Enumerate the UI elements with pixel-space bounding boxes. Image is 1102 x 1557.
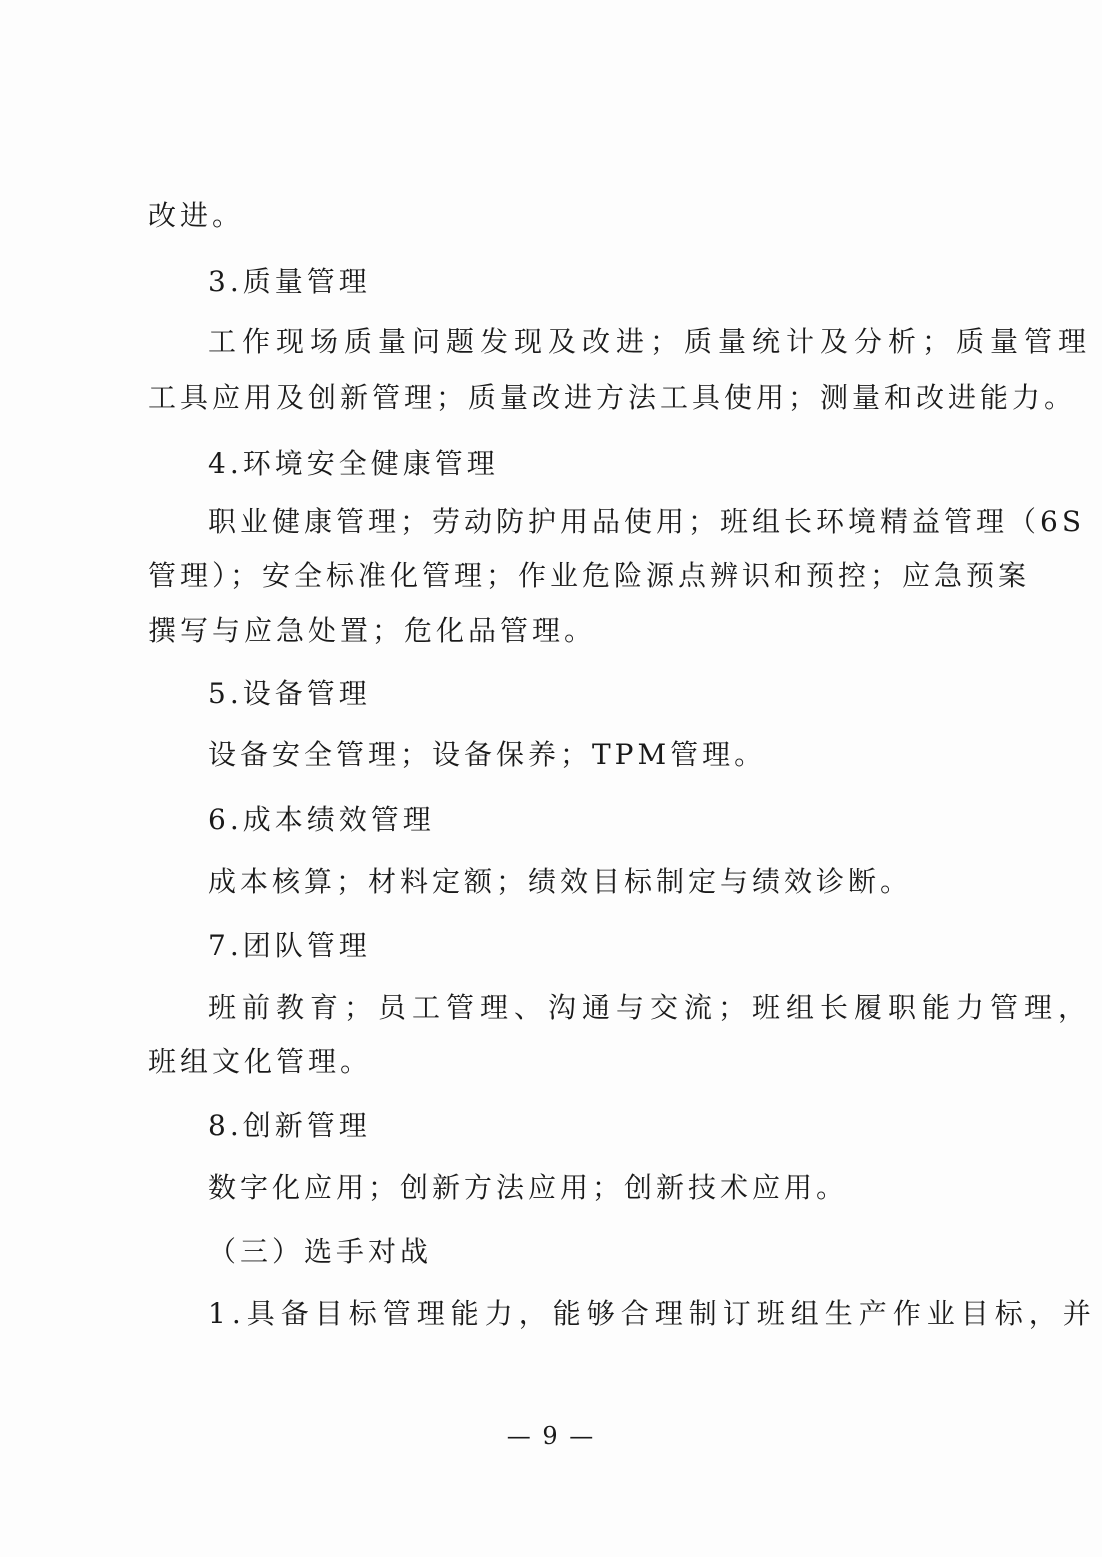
section-heading-equipment: 5.设备管理 (208, 677, 371, 710)
section-heading-innovation: 8.创新管理 (208, 1109, 371, 1142)
section-heading-quality: 3.质量管理 (208, 265, 371, 298)
section-heading-team: 7.团队管理 (208, 929, 371, 962)
paragraph-line: 班前教育；员工管理、沟通与交流；班组长履职能力管理， (208, 991, 1093, 1024)
paragraph-line: 撰写与应急处置；危化品管理。 (148, 614, 597, 647)
paragraph-line: 管理）；安全标准化管理；作业危险源点辨识和预控；应急预案 (148, 559, 1031, 592)
paragraph-line: 职业健康管理；劳动防护用品使用；班组长环境精益管理（6S (208, 505, 1085, 538)
section-heading-environment-safety-health: 4.环境安全健康管理 (208, 447, 499, 480)
section-heading-cost-performance: 6.成本绩效管理 (208, 803, 435, 836)
page-number: — 9 — (506, 1422, 596, 1450)
paragraph-line: 工作现场质量问题发现及改进；质量统计及分析；质量管理 (208, 325, 1093, 358)
paragraph-line: 工具应用及创新管理；质量改进方法工具使用；测量和改进能力。 (148, 381, 1077, 414)
paragraph-line: 班组文化管理。 (148, 1045, 373, 1078)
paragraph-line: 成本核算；材料定额；绩效目标制定与绩效诊断。 (208, 865, 913, 898)
continuation-line: 改进。 (148, 199, 245, 232)
paragraph-line: 设备安全管理；设备保养；TPM管理。 (208, 738, 767, 771)
paragraph-line: 1.具备目标管理能力，能够合理制订班组生产作业目标，并 (208, 1297, 1097, 1330)
paragraph-line: 数字化应用；创新方法应用；创新技术应用。 (208, 1171, 849, 1204)
section-heading-player-contest: （三）选手对战 (208, 1235, 433, 1268)
